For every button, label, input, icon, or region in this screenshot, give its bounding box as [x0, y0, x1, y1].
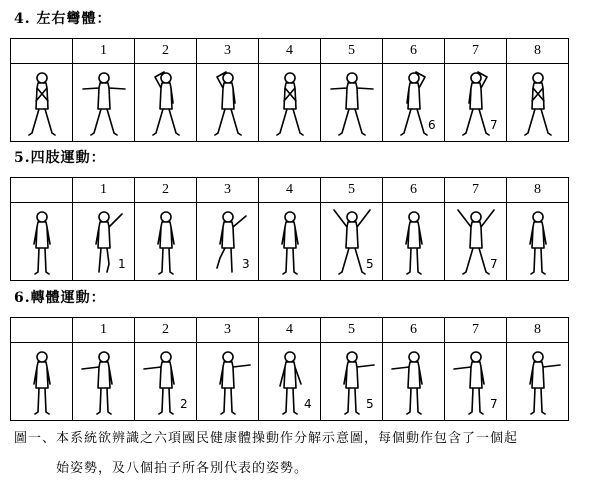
posture-figure [80, 346, 128, 418]
header-cell-start [11, 318, 73, 343]
figure-cell [259, 203, 321, 281]
figure-cell [197, 343, 259, 421]
posture-figure [328, 346, 376, 418]
posture-figure [80, 67, 128, 139]
figure-cell [135, 64, 197, 142]
header-cell-beat-4: 4 [259, 318, 321, 343]
figure-cell [259, 343, 321, 421]
posture-figure [142, 206, 190, 278]
stick-figure [463, 72, 489, 135]
section-6-table [10, 317, 569, 421]
figure-cell [507, 203, 569, 281]
header-cell-beat-8: 8 [507, 318, 569, 343]
posture-figure [452, 206, 500, 278]
header-cell-beat-8: 8 [507, 178, 569, 203]
header-cell-beat-5: 5 [321, 318, 383, 343]
header-cell-beat-5: 5 [321, 39, 383, 64]
stick-figure [334, 210, 370, 274]
posture-figure [390, 346, 438, 418]
posture-figure [266, 346, 314, 418]
header-cell-beat-5: 5 [321, 178, 383, 203]
figure-cell [321, 64, 383, 142]
posture-figure [204, 206, 252, 278]
header-cell-beat-4: 4 [259, 178, 321, 203]
figure-cell [383, 203, 445, 281]
stick-figure [34, 212, 50, 274]
figure-caption [14, 430, 584, 478]
header-cell-beat-3: 3 [197, 39, 259, 64]
header-cell-beat-7: 7 [445, 39, 507, 64]
beat-mark: 7 [489, 117, 498, 132]
figure-cell [73, 203, 135, 281]
stick-figure [158, 212, 174, 274]
header-row [11, 39, 569, 64]
header-cell-beat-3: 3 [197, 178, 259, 203]
stick-figure [29, 73, 55, 135]
posture-figure [18, 67, 66, 139]
beat-mark: 7 [489, 396, 498, 411]
posture-figure [390, 206, 438, 278]
beat-mark: 5 [365, 256, 374, 271]
stick-figure [215, 72, 241, 135]
section-4-table [10, 38, 569, 142]
header-cell-start [11, 178, 73, 203]
header-cell-beat-4: 4 [259, 39, 321, 64]
header-cell-beat-3: 3 [197, 318, 259, 343]
posture-figure [142, 346, 190, 418]
caption-line-1: 圖一、本系統欲辨識之六項國民健康體操動作分解示意圖，每個動作包含了一個起 [14, 431, 519, 446]
figure-cell [73, 343, 135, 421]
stick-figure [525, 73, 551, 135]
beat-mark: 1 [117, 256, 126, 271]
figure-cell [197, 203, 259, 281]
stick-figure [34, 352, 50, 414]
header-cell-start [11, 39, 73, 64]
figure-cell [383, 64, 445, 142]
figure-cell [383, 343, 445, 421]
posture-figure [514, 206, 562, 278]
beat-mark: 6 [427, 117, 436, 132]
figure-cell [11, 203, 73, 281]
header-cell-beat-8: 8 [507, 39, 569, 64]
header-cell-beat-2: 2 [135, 318, 197, 343]
header-cell-beat-7: 7 [445, 318, 507, 343]
stick-figure [280, 352, 301, 414]
stick-figure [277, 73, 303, 135]
header-cell-beat-2: 2 [135, 178, 197, 203]
stick-figure [401, 72, 427, 135]
header-cell-beat-2: 2 [135, 39, 197, 64]
stick-figure [144, 352, 174, 414]
posture-figure [266, 206, 314, 278]
caption-line-2: 始姿勢，及八個拍子所各別代表的姿勢。 [56, 461, 309, 476]
header-cell-beat-1: 1 [73, 39, 135, 64]
stick-figure [392, 352, 422, 414]
figure-cell [197, 64, 259, 142]
posture-figure [18, 206, 66, 278]
posture-figure [204, 346, 252, 418]
posture-figure [204, 67, 252, 139]
figure-cell [507, 64, 569, 142]
figure-cell [11, 64, 73, 142]
posture-figure [514, 346, 562, 418]
figure-cell [445, 203, 507, 281]
stick-figure [454, 352, 484, 414]
beat-mark: 2 [179, 396, 188, 411]
figure-cell [321, 203, 383, 281]
posture-figure [452, 67, 500, 139]
posture-figure [452, 346, 500, 418]
stick-figure [530, 212, 546, 274]
stick-figure [282, 212, 298, 274]
beat-mark: 3 [241, 256, 250, 271]
posture-figure [328, 206, 376, 278]
figure-cell [445, 343, 507, 421]
stick-figure [82, 352, 112, 414]
stick-figure [530, 352, 560, 414]
figure-cell [73, 64, 135, 142]
posture-figure [514, 67, 562, 139]
figure-cell [135, 203, 197, 281]
section-6-title: 6.轉體運動： [14, 290, 106, 306]
beat-mark: 7 [489, 256, 498, 271]
header-cell-beat-7: 7 [445, 178, 507, 203]
stick-figure [153, 72, 179, 135]
figure-cell [445, 64, 507, 142]
figure-cell [135, 343, 197, 421]
posture-figure [390, 67, 438, 139]
posture-figure [266, 67, 314, 139]
posture-figure [80, 206, 128, 278]
header-row [11, 318, 569, 343]
beat-mark: 5 [365, 396, 374, 411]
header-cell-beat-6: 6 [383, 178, 445, 203]
posture-figure [328, 67, 376, 139]
section-5-table [10, 177, 569, 281]
posture-figure [18, 346, 66, 418]
beat-mark: 4 [303, 396, 312, 411]
figure-row [11, 203, 569, 281]
figure-cell [11, 343, 73, 421]
stick-figure [406, 212, 422, 274]
posture-figure [142, 67, 190, 139]
stick-figure [331, 73, 373, 135]
figure-cell [321, 343, 383, 421]
stick-figure [458, 210, 494, 274]
header-cell-beat-6: 6 [383, 318, 445, 343]
figure-cell [507, 343, 569, 421]
figure-row [11, 343, 569, 421]
stick-figure [220, 352, 250, 414]
header-cell-beat-1: 1 [73, 178, 135, 203]
header-row [11, 178, 569, 203]
section-4-title: 4. 左右彎體： [14, 11, 112, 27]
header-cell-beat-6: 6 [383, 39, 445, 64]
stick-figure [83, 73, 125, 135]
figure-row [11, 64, 569, 142]
section-5-title: 5.四肢運動： [14, 150, 106, 166]
header-cell-beat-1: 1 [73, 318, 135, 343]
figure-cell [259, 64, 321, 142]
